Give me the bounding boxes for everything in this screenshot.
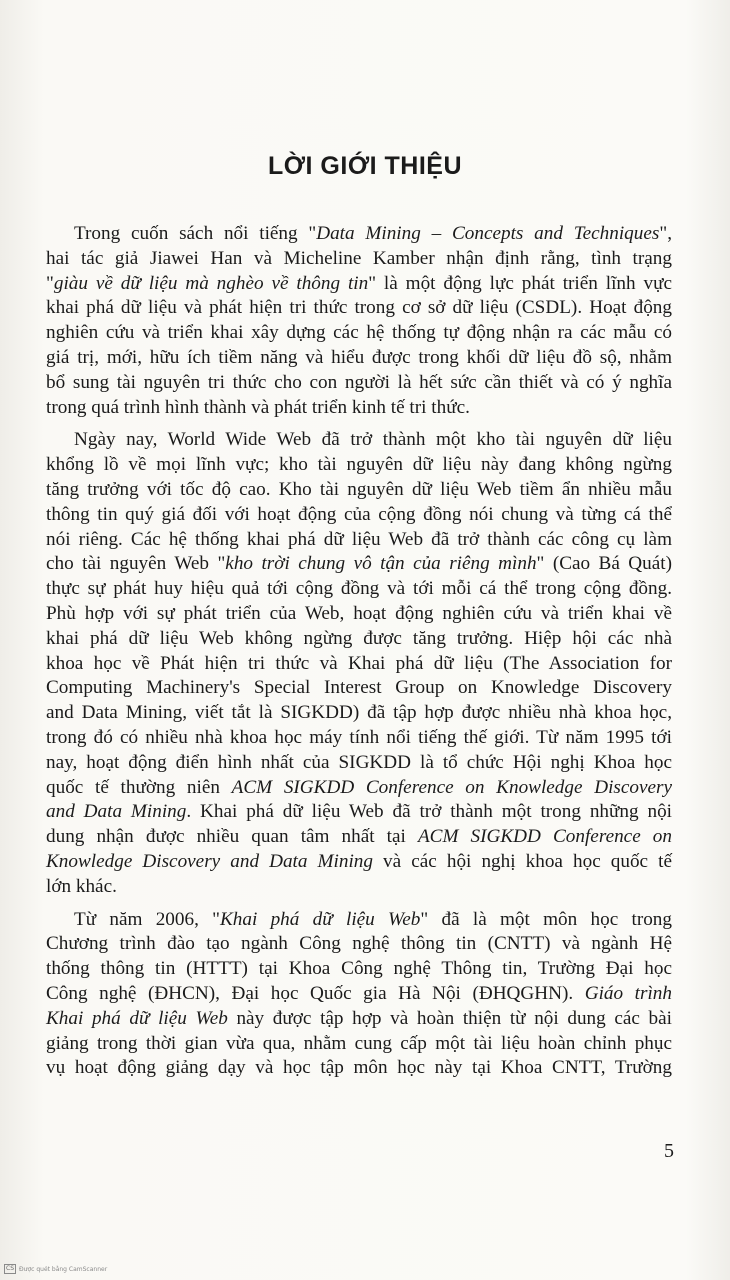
- text-line: [46, 676, 672, 701]
- text-run: Ngày nay, World Wide Web đã trở thành một kho tài nguyên dữ liệu: [74, 429, 672, 451]
- text-run: lớn khác.: [46, 875, 117, 897]
- scanner-footer-text: Được quét bằng CamScanner: [19, 1265, 108, 1273]
- text-line: [46, 701, 672, 726]
- text-run: Từ năm 2006, ": [74, 908, 220, 930]
- camscanner-logo: CS: [6, 1265, 14, 1272]
- text-line: [46, 272, 672, 297]
- text-run: giá trị, mới, hữu ích tiềm năng và hiểu được trong khối dữ liệu đồ sộ, nhằm: [46, 346, 672, 368]
- text-line: [46, 1007, 672, 1032]
- italic-text: Data Mining – Concepts and Techniques: [316, 223, 660, 244]
- text-run: " đã là một môn học trong: [420, 908, 672, 930]
- paragraph: [46, 222, 672, 420]
- text-line: [46, 957, 672, 982]
- text-line: [46, 528, 672, 553]
- text-run: thống thông tin (HTTT) tại Khoa Công nghệ Thông tin, Trường Đại học: [46, 958, 672, 980]
- text-run: " (Cao Bá Quát): [536, 553, 672, 575]
- text-run: vụ hoạt động giảng dạy và học tập môn học này tại Khoa CNTT, Trường: [46, 1057, 672, 1079]
- text-line: [46, 875, 672, 900]
- text-line: [46, 577, 672, 602]
- text-line: [46, 776, 672, 801]
- text-run: nay, hoạt động điển hình nhất của SIGKDD là tổ chức Hội nghị Khoa học: [46, 751, 672, 773]
- text-run: khoa học về Phát hiện tri thức và Khai phá dữ liệu (The Association for: [46, 652, 672, 674]
- text-run: thông tin quý giá đối với hoạt động của cộng đồng nói chung và từng cá thể: [46, 503, 672, 525]
- text-line: [46, 850, 672, 875]
- text-run: khai phá dữ liệu và phát hiện tri thức trong cơ sở dữ liệu (CSDL). Hoạt động: [46, 297, 672, 319]
- text-run: khổng lồ về mọi lĩnh vực; kho tài nguyên dữ liệu này đang không ngừng: [46, 454, 672, 476]
- text-run: . Khai phá dữ liệu Web đã trở thành một trong những nội: [186, 801, 672, 823]
- paragraph: [46, 908, 672, 1082]
- text-run: " là một động lực phát triển lĩnh vực: [368, 272, 672, 294]
- text-line: [46, 726, 672, 751]
- text-run: dung nhận được nhiều quan tâm nhất tại: [46, 826, 418, 848]
- italic-text: and Data Mining: [46, 801, 187, 823]
- text-run: Trong cuốn sách nổi tiếng ": [74, 223, 317, 244]
- text-run: trong đó có nhiều nhà khoa học máy tính nổi tiếng thế giới. Từ năm 1995 tới: [46, 726, 672, 748]
- text-line: [46, 652, 672, 677]
- text-run: Computing Machinery's Special Interest Group on Knowledge Discovery: [46, 677, 672, 699]
- text-run: bổ sung tài nguyên tri thức cho con người là hết sức cần thiết và có ý nghĩa: [46, 371, 672, 393]
- paragraph: [46, 428, 672, 899]
- text-run: ": [46, 272, 54, 294]
- text-run: Công nghệ (ĐHCN), Đại học Quốc gia Hà Nội (ĐHQGHN).: [46, 982, 585, 1004]
- text-line: [46, 1056, 672, 1081]
- text-line: [46, 825, 672, 850]
- italic-text: Giáo trình: [584, 982, 672, 1004]
- text-run: cho tài nguyên Web ": [46, 553, 226, 575]
- paragraph-gap: [46, 420, 672, 428]
- text-run: ",: [659, 223, 672, 244]
- text-line: [46, 321, 672, 346]
- scanner-footer: [4, 1264, 107, 1274]
- text-run: khai phá dữ liệu Web không ngừng được tăng trưởng. Hiệp hội các nhà: [46, 627, 672, 649]
- text-line: [46, 800, 672, 825]
- text-run: Phù hợp với sự phát triển của Web, hoạt động nghiên cứu và triển khai về: [46, 602, 672, 624]
- text-line: [46, 296, 672, 321]
- italic-text: ACM SIGKDD Conference on Knowledge Discovery: [231, 776, 672, 798]
- italic-text: kho trời chung vô tận của riêng mình: [225, 553, 537, 575]
- text-line: [46, 346, 672, 371]
- text-run: nghiên cứu và triển khai xây dựng các hệ thống tự động nhận ra các mẫu có: [46, 322, 672, 344]
- italic-text: ACM SIGKDD Conference on: [417, 826, 672, 848]
- text-run: nói riêng. Các hệ thống khai phá dữ liệu Web đã trở thành các công cụ làm: [46, 528, 672, 550]
- body-text: [46, 222, 672, 1081]
- text-run: tăng trưởng với tốc độ cao. Kho tài nguyên dữ liệu Web tiềm ẩn nhiều mẫu: [46, 478, 672, 500]
- text-line: [46, 982, 672, 1007]
- italic-text: Knowledge Discovery and Data Mining: [46, 850, 373, 872]
- text-line: [46, 602, 672, 627]
- italic-text: giàu về dữ liệu mà nghèo về thông tin: [53, 272, 369, 294]
- text-line: [46, 552, 672, 577]
- text-run: quốc tế thường niên: [46, 776, 232, 798]
- text-line: [46, 932, 672, 957]
- text-line: [46, 396, 672, 421]
- text-line: [46, 247, 672, 272]
- text-run: giảng trong thời gian vừa qua, nhằm cung cấp một tài liệu hoàn chỉnh phục: [46, 1032, 672, 1054]
- text-run: này được tập hợp và hoàn thiện từ nội dung các bài: [227, 1007, 672, 1029]
- text-run: Chương trình đào tạo ngành Công nghệ thông tin (CNTT) và ngành Hệ: [46, 933, 672, 955]
- text-line: [46, 503, 672, 528]
- text-line: [46, 428, 672, 453]
- text-line: [46, 453, 672, 478]
- page-title: LỜI GIỚI THIỆU: [267, 152, 463, 180]
- text-line: [46, 751, 672, 776]
- italic-text: Khai phá dữ liệu Web: [46, 1007, 228, 1029]
- italic-text: Khai phá dữ liệu Web: [220, 908, 421, 930]
- text-line: [46, 371, 672, 396]
- text-run: and Data Mining, viết tắt là SIGKDD) đã tập hợp được nhiều nhà khoa học,: [46, 702, 672, 724]
- text-run: và các hội nghị khoa học quốc tế: [372, 850, 672, 872]
- text-line: [46, 1032, 672, 1057]
- text-run: trong quá trình hình thành và phát triển kinh tế tri thức.: [46, 396, 470, 418]
- page-number: 5: [664, 1140, 674, 1162]
- text-line: [46, 222, 672, 247]
- text-line: [46, 627, 672, 652]
- text-line: [46, 908, 672, 933]
- text-run: thực sự phát huy hiệu quả tới cộng đồng và tới mỗi cá thể trong cộng đồng.: [46, 578, 672, 600]
- paragraph-gap: [46, 900, 672, 908]
- text-run: hai tác giả Jiawei Han và Micheline Kamber nhận định rằng, tình trạng: [46, 247, 672, 269]
- text-line: [46, 478, 672, 503]
